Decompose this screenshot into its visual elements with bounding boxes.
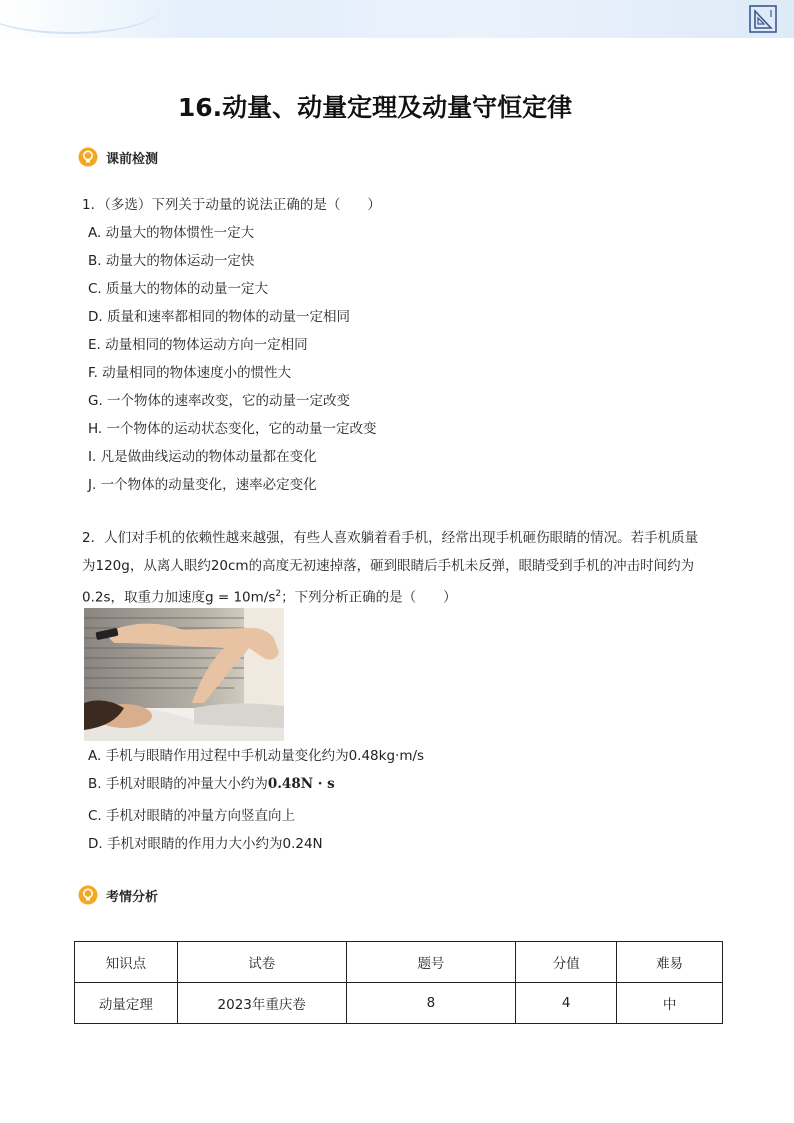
section-header-analysis [78, 885, 158, 905]
q2-option-b [88, 774, 335, 794]
lightbulb-icon [78, 885, 98, 905]
section-label: 课前检测 [106, 151, 159, 167]
header-cell: 分值 [516, 942, 617, 983]
q1-option-h: H. 一个物体的运动状态变化，它的动量一定改变 [88, 421, 377, 437]
q2-option-c: C. 手机对眼睛的冲量方向竖直向上 [88, 808, 296, 824]
table-cell: 中 [617, 983, 723, 1024]
header-cell: 试卷 [177, 942, 346, 983]
q1-option-j: J. 一个物体的动量变化，速率必定变化 [88, 477, 317, 493]
q1-option-e: E. 动量相同的物体运动方向一定相同 [88, 337, 308, 353]
header-cell: 题号 [346, 942, 516, 983]
woman-lying-with-phone-photo [84, 608, 284, 741]
triangle-ruler-logo-icon [749, 5, 777, 33]
q1-option-g: G. 一个物体的速率改变，它的动量一定改变 [88, 393, 351, 409]
exponent: 2 [275, 589, 282, 599]
question-2-line-3-end: ；下列分析正确的是（ ） [281, 589, 457, 606]
question-1-stem: 1．（多选）下列关于动量的说法正确的是（ ） [82, 197, 381, 213]
q1-option-b: B. 动量大的物体运动一定快 [88, 253, 255, 269]
q2-option-b-text: B. 手机对眼睛的冲量大小约为 [88, 776, 268, 792]
q2-option-b-value: 0.48N · s [267, 776, 335, 792]
section-label: 考情分析 [106, 889, 159, 905]
q1-option-c: C. 质量大的物体的动量一定大 [88, 281, 269, 297]
lightbulb-icon [78, 147, 98, 167]
q1-option-i: I. 凡是做曲线运动的物体动量都在变化 [88, 449, 317, 465]
table-row [75, 983, 723, 1024]
table-header-row [75, 942, 723, 983]
table-cell: 8 [346, 983, 516, 1024]
q1-option-f: F. 动量相同的物体速度小的惯性大 [88, 365, 292, 381]
header-cell: 知识点 [75, 942, 178, 983]
exam-analysis-table [74, 941, 723, 1024]
header-cell: 难易 [617, 942, 723, 983]
top-banner [0, 0, 794, 38]
banner-decoration [0, 0, 160, 34]
question-2-line-2: 为120g，从离人眼约20cm的高度无初速掉落，砸到眼睛后手机未反弹，眼睛受到手机的冲击时间约为 [82, 558, 695, 574]
table-cell: 动量定理 [75, 983, 178, 1024]
q1-option-d: D. 质量和速率都相同的物体的动量一定相同 [88, 309, 350, 325]
q2-option-a: A. 手机与眼睛作用过程中手机动量变化约为0.48kg·m/s [88, 748, 425, 764]
table-cell: 4 [516, 983, 617, 1024]
page-title: 16.动量、动量定理及动量守恒定律 [177, 93, 573, 122]
question-2-line-3-start: 0.2s，取重力加速度g = 10m/s [82, 589, 276, 606]
q1-option-a: A. 动量大的物体惯性一定大 [88, 225, 255, 241]
q2-option-d: D. 手机对眼睛的作用力大小约为0.24N [88, 836, 323, 852]
section-header-pretest [78, 147, 158, 167]
question-2-line-1: 2．人们对手机的依赖性越来越强，有些人喜欢躺着看手机，经常出现手机砸伤眼睛的情况。若手机质量 [82, 530, 699, 546]
question-2-line-3 [82, 580, 722, 612]
table-cell: 2023年重庆卷 [177, 983, 346, 1024]
